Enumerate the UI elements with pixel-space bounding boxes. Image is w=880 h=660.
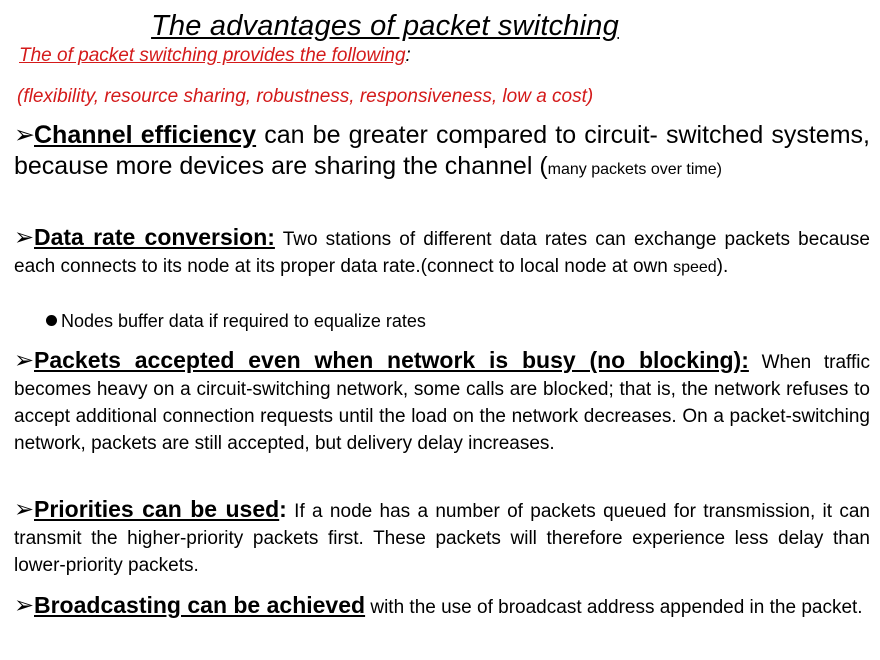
bullet-data-rate-conversion bbox=[14, 224, 870, 281]
bullet-lead: Packets accepted even when network is busy (no blocking): bbox=[34, 347, 749, 373]
bullet-tail: over time) bbox=[646, 161, 722, 178]
subtitle-colon: : bbox=[405, 45, 411, 66]
subtitle-text: The of packet switching provides the following bbox=[19, 45, 406, 66]
bullet-lead: Broadcasting can be achieved bbox=[34, 592, 366, 618]
bullet-lead: Data rate conversion: bbox=[34, 224, 275, 250]
bullet-dot-icon bbox=[46, 315, 57, 326]
bullet-small-text: speed bbox=[673, 259, 717, 276]
bullet-small-text: many packets bbox=[547, 161, 647, 178]
sub-bullet-item bbox=[46, 311, 426, 332]
slide-subtitle bbox=[19, 45, 411, 67]
bullet-priorities bbox=[14, 496, 870, 579]
advantages-list: (flexibility, resource sharing, robustness, responsiveness, low a cost) bbox=[17, 86, 594, 107]
arrow-bullet-icon: ➢ bbox=[14, 496, 35, 523]
bullet-channel-efficiency bbox=[14, 120, 870, 185]
bullet-lead: Priorities can be used bbox=[34, 496, 280, 522]
bullet-tail: ). bbox=[716, 256, 729, 277]
bullet-text: If a node has a number of packets queued for transmission, it can transmit the higher-priority packets first. These packets will therefore experience less delay than lower-priority packets. bbox=[14, 501, 870, 576]
bullet-no-blocking bbox=[14, 347, 870, 457]
bullet-text: Two stations of different data rates can exchange packets because each connects to its node at its proper data rate.(connect to local node at own bbox=[14, 229, 870, 277]
arrow-bullet-icon: ➢ bbox=[14, 224, 35, 251]
arrow-bullet-icon: ➢ bbox=[14, 592, 35, 619]
arrow-bullet-icon: ➢ bbox=[14, 347, 35, 374]
slide-title: The advantages of packet switching bbox=[151, 10, 619, 42]
bullet-text: with the use of broadcast address appended in the packet. bbox=[365, 597, 863, 618]
bullet-text: can be greater compared to circuit- switched systems, because more devices are sharing the channel ( bbox=[14, 121, 870, 180]
bullet-lead-colon: : bbox=[279, 496, 287, 522]
arrow-bullet-icon: ➢ bbox=[14, 121, 35, 149]
bullet-broadcasting bbox=[14, 591, 870, 622]
bullet-text: When traffic becomes heavy on a circuit-switching network, some calls are blocked; that is, the network refuses to accept additional connection requests until the load on the network decreases. On a packet-switching network, packets are still accepted, but delivery delay increases. bbox=[14, 352, 870, 454]
bullet-lead: Channel efficiency bbox=[34, 121, 257, 149]
sub-bullet-text: Nodes buffer data if required to equalize rates bbox=[61, 311, 426, 331]
